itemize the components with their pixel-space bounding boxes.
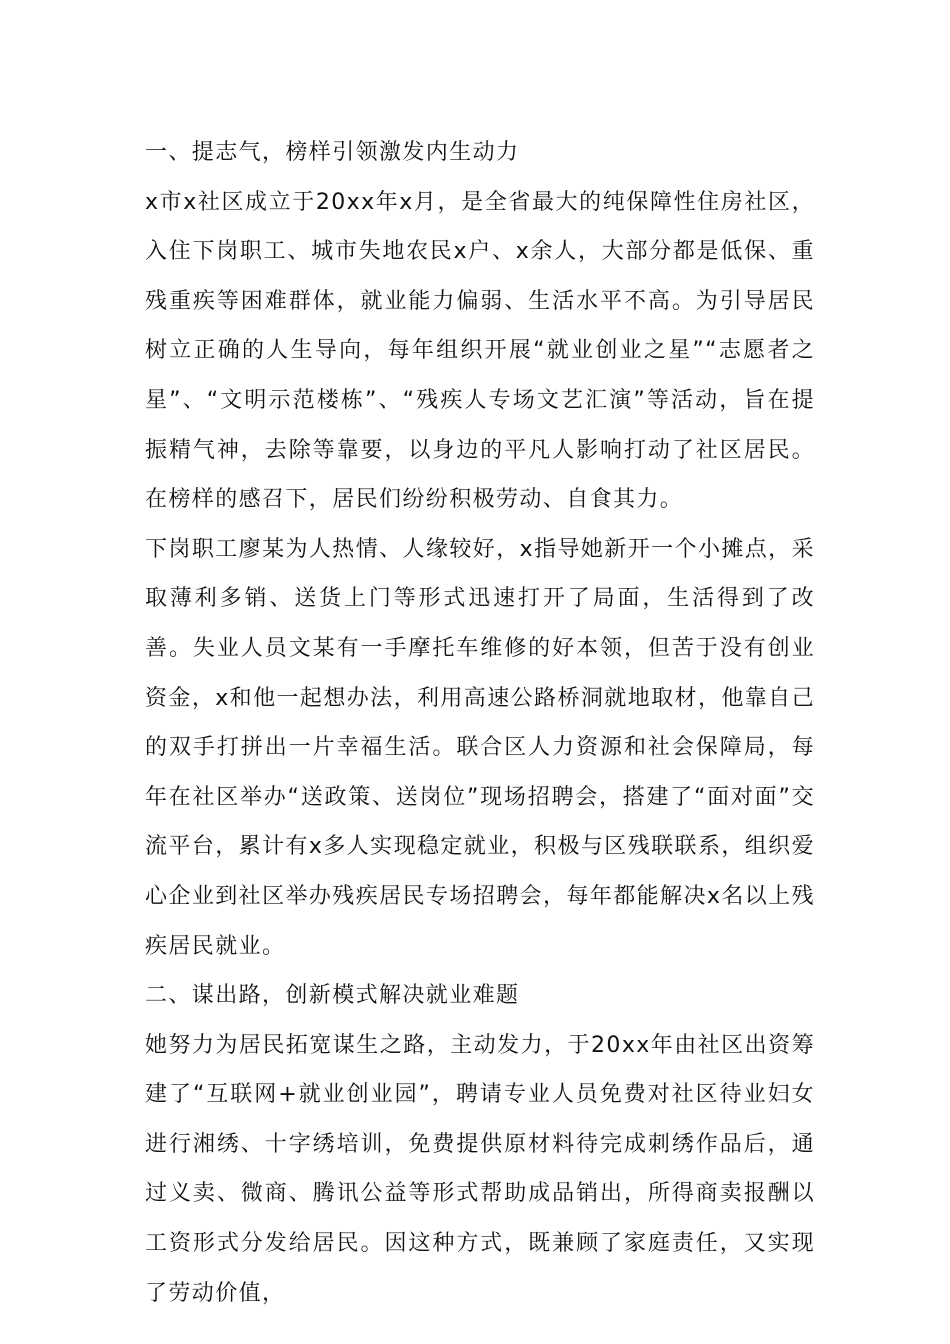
paragraph-1: x市x社区成立于20xx年x月，是全省最大的纯保障性住房社区，入住下岗职工、城市失地农民x户、x余人，大部分都是低保、重残重疾等困难群体，就业能力偏弱、生活水平不高。为引导居民树立正确的人生导向，每年组织开展“就业创业之星”“志愿者之星”、“文明示范楼栋”、“残疾人专场文艺汇演”等活动，旨在提振精气神，去除等靠要，以身边的平凡人影响打动了社区居民。在榜样的感召下，居民们纷纷积极劳动、自食其力。 <box>145 189 815 513</box>
paragraph-2: 下岗职工廖某为人热情、人缘较好，x指导她新开一个小摊点，采取薄利多销、送货上门等形式迅速打开了局面，生活得到了改善。失业人员文某有一手摩托车维修的好本领，但苦于没有创业资金，x和他一起想办法，利用高速公路桥洞就地取材，他靠自己的双手打拼出一片幸福生活。联合区人力资源和社会保障局，每年在社区举办“送政策、送岗位”现场招聘会，搭建了“面对面”交流平台，累计有x多人实现稳定就业，积极与区残联联系，组织爱心企业到社区举办残疾居民专场招聘会，每年都能解决x名以上残疾居民就业。 <box>145 536 815 959</box>
document-body <box>145 128 815 1318</box>
section-heading-2: 二、谋出路，创新模式解决就业难题 <box>145 983 520 1009</box>
paragraph-3: 她努力为居民拓宽谋生之路，主动发力，于20xx年由社区出资筹建了“互联网+就业创业园”，聘请专业人员免费对社区待业妇女进行湘绣、十字绣培训，免费提供原材料待完成刺绣作品后，通过义卖、微商、腾讯公益等形式帮助成品销出，所得商卖报酬以工资形式分发给居民。因这种方式，既兼顾了家庭责任，又实现了劳动价值， <box>145 1032 815 1306</box>
section-heading-1: 一、提志气，榜样引领激发内生动力 <box>145 140 520 165</box>
